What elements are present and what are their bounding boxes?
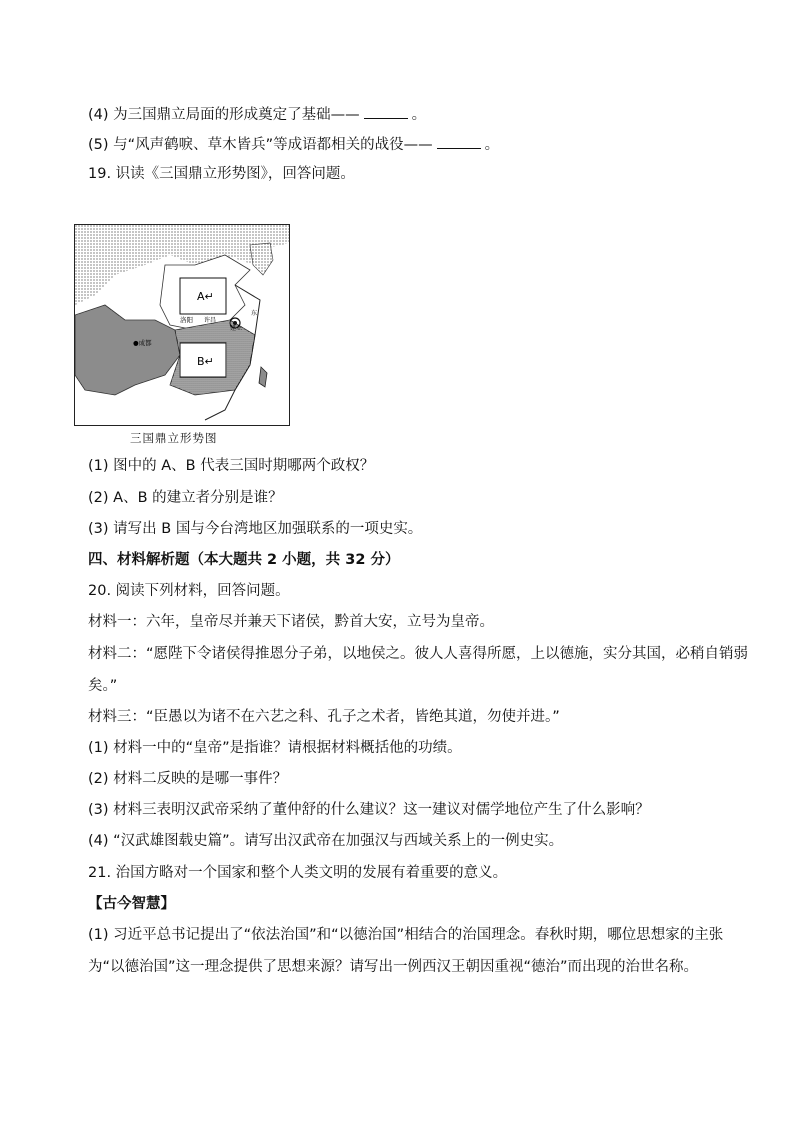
label-b: B↵ <box>197 355 214 368</box>
q18-item-5: (5) 与“风声鹤唳、草木皆兵”等成语都相关的战役—— 。 <box>88 134 499 155</box>
map-caption: 三国鼎立形势图 <box>130 431 218 445</box>
q20-sub-2: (2) 材料二反映的是哪一事件？ <box>88 771 288 787</box>
q20-material-3: 材料三：“臣愚以为诸不在六艺之科、孔子之术者，皆绝其道，勿使并进。” <box>88 709 560 725</box>
q18-item-4: (4) 为三国鼎立局面的形成奠定了基础—— 。 <box>88 104 426 125</box>
q19-sub-3: (3) 请写出 B 国与今台湾地区加强联系的一项史实。 <box>88 521 423 537</box>
place-jianye: 建业 <box>230 325 243 332</box>
place-chengdu: ●成都 <box>133 339 152 347</box>
q20-material-1: 材料一：六年，皇帝尽并兼天下诸侯，黔首大安，立号为皇帝。 <box>88 614 494 630</box>
place-luoyang: 洛阳 <box>180 316 193 324</box>
q21-sub-1-line-2: 为“以德治国”这一理念提供了思想来源？请写出一例西汉王朝因重视“德治”而出现的治世名称。 <box>88 959 699 975</box>
answer-blank[interactable] <box>364 104 408 119</box>
q21-stem: 21. 治国方略对一个国家和整个人类文明的发展有着重要的意义。 <box>88 865 508 881</box>
place-xuchang: 许昌 <box>204 317 217 324</box>
three-kingdoms-map <box>74 224 290 426</box>
peninsula-shape <box>250 243 273 275</box>
q20-sub-3: (3) 材料三表明汉武帝采纳了董仲舒的什么建议？这一建议对儒学地位产生了什么影响？ <box>88 802 650 818</box>
map-figure <box>75 225 289 425</box>
label-a: A↵ <box>197 290 214 303</box>
q19-sub-1: (1) 图中的 A、B 代表三国时期哪两个政权？ <box>88 458 375 474</box>
q20-sub-4: (4) “汉武雄图载史篇”。请写出汉武帝在加强汉与西域关系上的一例史实。 <box>88 833 564 849</box>
place-dong: 东 <box>251 310 258 317</box>
q21-tag: 【古今智慧】 <box>88 896 175 912</box>
q20-material-2-line-2: 矣。” <box>88 678 118 694</box>
section-4-heading: 四、材料解析题（本大题共 2 小题，共 32 分） <box>88 552 400 568</box>
jianye-dot <box>233 321 237 325</box>
q19-sub-2: (2) A、B 的建立者分别是谁？ <box>88 490 283 506</box>
q20-material-2-line-1: 材料二：“愿陛下令诸侯得推恩分子弟，以地侯之。彼人人喜得所愿，上以德施，实分其国，必稍自销弱 <box>88 646 749 662</box>
answer-blank[interactable] <box>437 134 481 149</box>
q21-sub-1-line-1: (1) 习近平总书记提出了“依法治国”和“以德治国”相结合的治国理念。春秋时期，哪位思想家的主张 <box>88 927 724 943</box>
region-shu-shape <box>75 305 180 395</box>
taiwan-island <box>259 367 267 387</box>
q20-sub-1: (1) 材料一中的“皇帝”是指谁？请根据材料概括他的功绩。 <box>88 740 462 756</box>
q20-stem: 20. 阅读下列材料，回答问题。 <box>88 583 290 599</box>
q19-stem: 19. 识读《三国鼎立形势图》，回答问题。 <box>88 166 355 182</box>
